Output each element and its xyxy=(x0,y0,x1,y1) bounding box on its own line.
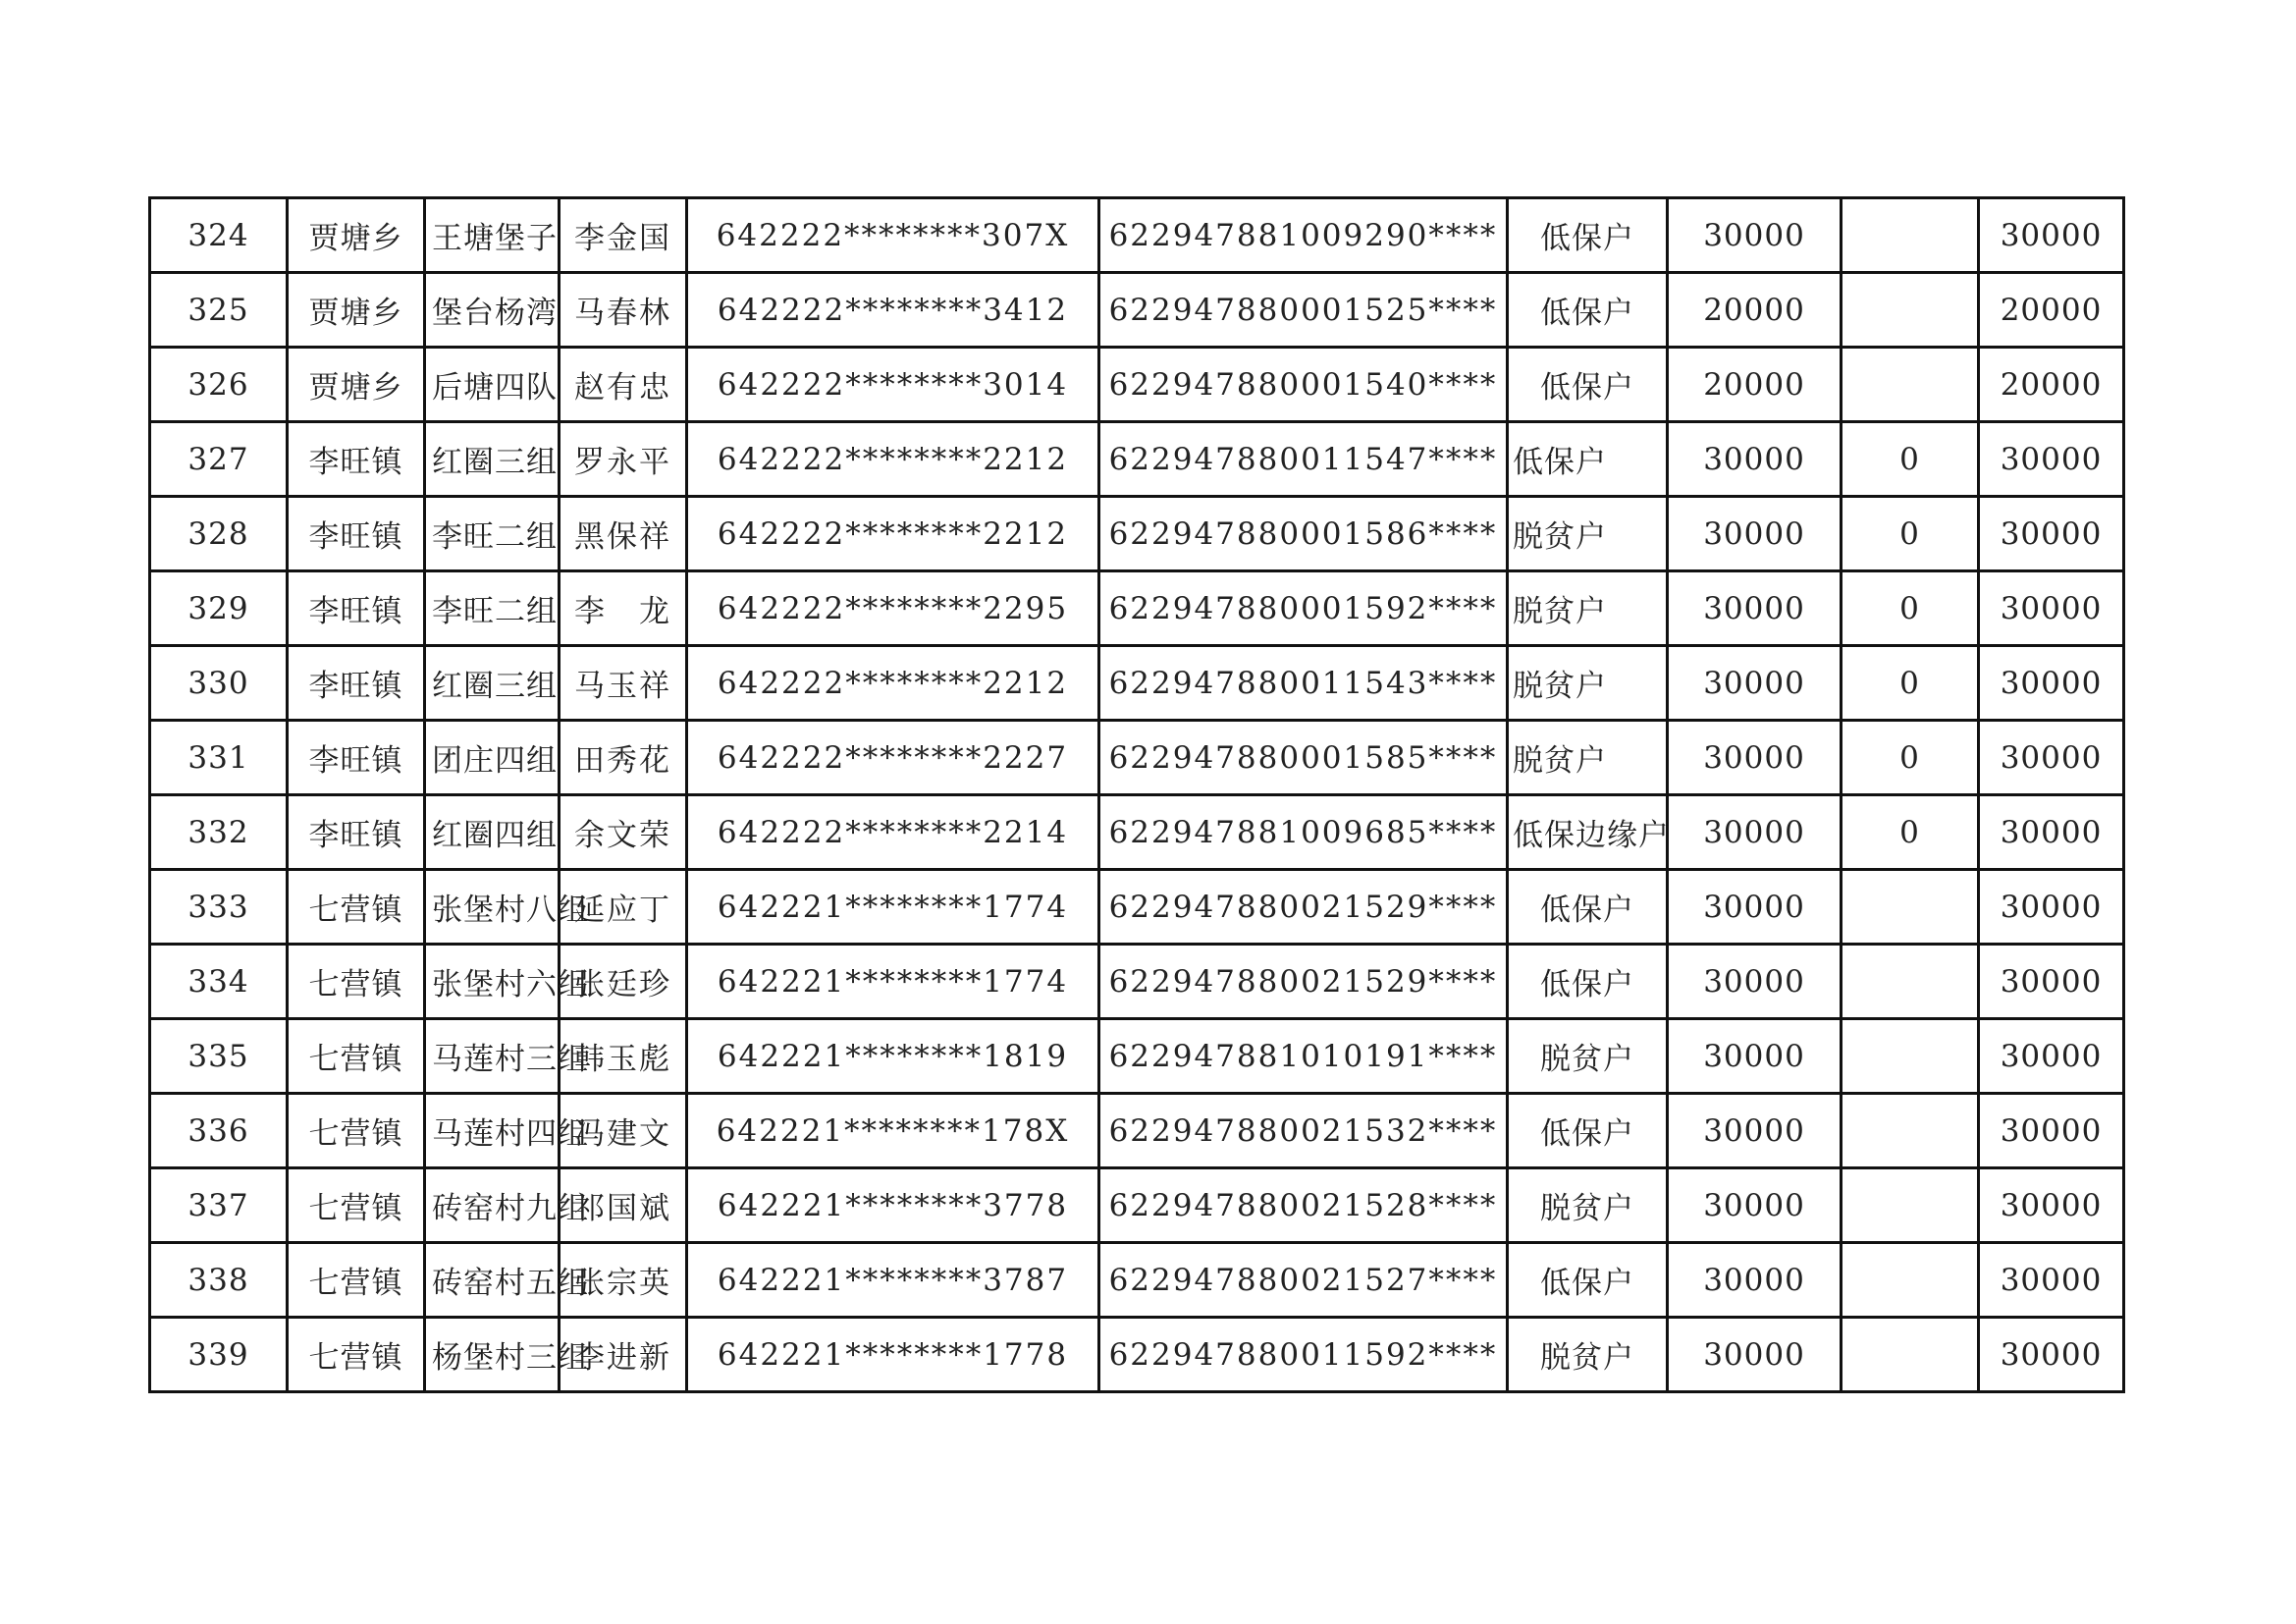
cell-serial-number: 329 xyxy=(150,571,288,646)
table-row xyxy=(150,1168,2124,1243)
cell-bank-account: 622947881009685**** xyxy=(1099,795,1508,870)
cell-loan-amount: 30000 xyxy=(1668,795,1842,870)
cell-person-name: 李进新 xyxy=(560,1318,687,1392)
cell-serial-number: 327 xyxy=(150,422,288,497)
cell-bank-account: 622947880021527**** xyxy=(1099,1243,1508,1318)
cell-loan-amount: 30000 xyxy=(1668,571,1842,646)
cell-total-amount: 30000 xyxy=(1979,646,2124,721)
cell-village-group: 马莲村三组 xyxy=(425,1019,560,1094)
cell-serial-number: 326 xyxy=(150,348,288,422)
cell-village-group: 张堡村八组 xyxy=(425,870,560,945)
cell-household-category: 脱贫户 xyxy=(1508,646,1668,721)
cell-person-name: 田秀花 xyxy=(560,721,687,795)
cell-id-number: 642221********3778 xyxy=(687,1168,1099,1243)
cell-id-number: 642221********1778 xyxy=(687,1318,1099,1392)
cell-total-amount: 30000 xyxy=(1979,945,2124,1019)
cell-township: 贾塘乡 xyxy=(288,348,425,422)
cell-loan-amount: 30000 xyxy=(1668,870,1842,945)
cell-person-name: 马玉祥 xyxy=(560,646,687,721)
cell-township: 七营镇 xyxy=(288,1019,425,1094)
cell-bank-account: 622947880001540**** xyxy=(1099,348,1508,422)
cell-person-name: 余文荣 xyxy=(560,795,687,870)
cell-household-category: 低保户 xyxy=(1508,1243,1668,1318)
cell-total-amount: 30000 xyxy=(1979,1094,2124,1168)
cell-village-group: 马莲村四组 xyxy=(425,1094,560,1168)
cell-household-category: 低保户 xyxy=(1508,273,1668,348)
cell-bank-account: 622947880001525**** xyxy=(1099,273,1508,348)
cell-serial-number: 332 xyxy=(150,795,288,870)
cell-bank-account: 622947881009290**** xyxy=(1099,198,1508,273)
cell-serial-number: 324 xyxy=(150,198,288,273)
cell-id-number: 642221********1774 xyxy=(687,870,1099,945)
cell-extra-amount: 0 xyxy=(1842,795,1979,870)
table-row xyxy=(150,870,2124,945)
cell-person-name: 黑保祥 xyxy=(560,497,687,571)
table-row xyxy=(150,348,2124,422)
cell-serial-number: 330 xyxy=(150,646,288,721)
cell-bank-account: 622947880011543**** xyxy=(1099,646,1508,721)
cell-person-name: 张宗英 xyxy=(560,1243,687,1318)
beneficiary-table xyxy=(148,196,2125,1393)
table-row xyxy=(150,945,2124,1019)
cell-household-category: 低保户 xyxy=(1508,348,1668,422)
cell-loan-amount: 30000 xyxy=(1668,646,1842,721)
cell-serial-number: 338 xyxy=(150,1243,288,1318)
cell-township: 七营镇 xyxy=(288,1094,425,1168)
cell-extra-amount xyxy=(1842,273,1979,348)
cell-person-name: 冯建文 xyxy=(560,1094,687,1168)
table-row xyxy=(150,1318,2124,1392)
cell-village-group: 红圈三组 xyxy=(425,646,560,721)
table-row xyxy=(150,1243,2124,1318)
cell-id-number: 642221********3787 xyxy=(687,1243,1099,1318)
cell-extra-amount: 0 xyxy=(1842,646,1979,721)
cell-loan-amount: 30000 xyxy=(1668,1094,1842,1168)
table-row xyxy=(150,571,2124,646)
cell-village-group: 砖窑村九组 xyxy=(425,1168,560,1243)
cell-bank-account: 622947880001592**** xyxy=(1099,571,1508,646)
cell-serial-number: 337 xyxy=(150,1168,288,1243)
cell-total-amount: 20000 xyxy=(1979,273,2124,348)
cell-person-name: 罗永平 xyxy=(560,422,687,497)
cell-household-category: 低保户 xyxy=(1508,945,1668,1019)
cell-bank-account: 622947880021529**** xyxy=(1099,870,1508,945)
table-row xyxy=(150,1094,2124,1168)
cell-township: 七营镇 xyxy=(288,1168,425,1243)
cell-id-number: 642222********2212 xyxy=(687,422,1099,497)
cell-township: 七营镇 xyxy=(288,945,425,1019)
cell-extra-amount: 0 xyxy=(1842,571,1979,646)
cell-id-number: 642222********307X xyxy=(687,198,1099,273)
cell-village-group: 王塘堡子 xyxy=(425,198,560,273)
cell-loan-amount: 30000 xyxy=(1668,422,1842,497)
cell-person-name: 李 龙 xyxy=(560,571,687,646)
cell-township: 七营镇 xyxy=(288,870,425,945)
cell-township: 李旺镇 xyxy=(288,571,425,646)
cell-loan-amount: 30000 xyxy=(1668,198,1842,273)
cell-extra-amount xyxy=(1842,1243,1979,1318)
cell-id-number: 642222********2295 xyxy=(687,571,1099,646)
cell-serial-number: 333 xyxy=(150,870,288,945)
cell-bank-account: 622947880001585**** xyxy=(1099,721,1508,795)
cell-township: 李旺镇 xyxy=(288,721,425,795)
cell-loan-amount: 20000 xyxy=(1668,348,1842,422)
cell-total-amount: 30000 xyxy=(1979,1243,2124,1318)
cell-village-group: 砖窑村五组 xyxy=(425,1243,560,1318)
cell-village-group: 张堡村六组 xyxy=(425,945,560,1019)
cell-total-amount: 30000 xyxy=(1979,422,2124,497)
cell-bank-account: 622947880011592**** xyxy=(1099,1318,1508,1392)
cell-total-amount: 30000 xyxy=(1979,721,2124,795)
cell-village-group: 后塘四队 xyxy=(425,348,560,422)
cell-id-number: 642221********178X xyxy=(687,1094,1099,1168)
cell-bank-account: 622947880021532**** xyxy=(1099,1094,1508,1168)
table-row xyxy=(150,721,2124,795)
cell-loan-amount: 30000 xyxy=(1668,1318,1842,1392)
cell-serial-number: 339 xyxy=(150,1318,288,1392)
cell-loan-amount: 30000 xyxy=(1668,497,1842,571)
cell-id-number: 642222********3412 xyxy=(687,273,1099,348)
cell-township: 贾塘乡 xyxy=(288,198,425,273)
cell-extra-amount xyxy=(1842,1318,1979,1392)
cell-household-category: 脱贫户 xyxy=(1508,497,1668,571)
cell-township: 李旺镇 xyxy=(288,646,425,721)
cell-total-amount: 30000 xyxy=(1979,1318,2124,1392)
table-row xyxy=(150,795,2124,870)
cell-loan-amount: 20000 xyxy=(1668,273,1842,348)
cell-serial-number: 325 xyxy=(150,273,288,348)
cell-person-name: 李金国 xyxy=(560,198,687,273)
cell-id-number: 642221********1819 xyxy=(687,1019,1099,1094)
cell-serial-number: 328 xyxy=(150,497,288,571)
cell-household-category: 脱贫户 xyxy=(1508,1318,1668,1392)
cell-township: 李旺镇 xyxy=(288,497,425,571)
cell-extra-amount xyxy=(1842,870,1979,945)
cell-extra-amount xyxy=(1842,1019,1979,1094)
cell-total-amount: 20000 xyxy=(1979,348,2124,422)
cell-id-number: 642222********2212 xyxy=(687,497,1099,571)
table-row xyxy=(150,1019,2124,1094)
cell-total-amount: 30000 xyxy=(1979,198,2124,273)
cell-id-number: 642222********2214 xyxy=(687,795,1099,870)
cell-village-group: 堡台杨湾 xyxy=(425,273,560,348)
cell-township: 贾塘乡 xyxy=(288,273,425,348)
cell-id-number: 642222********3014 xyxy=(687,348,1099,422)
cell-total-amount: 30000 xyxy=(1979,795,2124,870)
cell-extra-amount: 0 xyxy=(1842,721,1979,795)
cell-township: 李旺镇 xyxy=(288,422,425,497)
cell-bank-account: 622947880001586**** xyxy=(1099,497,1508,571)
table-row xyxy=(150,497,2124,571)
cell-household-category: 脱贫户 xyxy=(1508,1168,1668,1243)
cell-household-category: 低保户 xyxy=(1508,422,1668,497)
cell-extra-amount xyxy=(1842,1168,1979,1243)
cell-person-name: 韩玉彪 xyxy=(560,1019,687,1094)
cell-bank-account: 622947880021528**** xyxy=(1099,1168,1508,1243)
cell-loan-amount: 30000 xyxy=(1668,721,1842,795)
cell-person-name: 张廷珍 xyxy=(560,945,687,1019)
cell-id-number: 642222********2227 xyxy=(687,721,1099,795)
table-row xyxy=(150,198,2124,273)
cell-person-name: 赵有忠 xyxy=(560,348,687,422)
cell-village-group: 红圈三组 xyxy=(425,422,560,497)
cell-extra-amount xyxy=(1842,1094,1979,1168)
cell-loan-amount: 30000 xyxy=(1668,1168,1842,1243)
cell-bank-account: 622947880021529**** xyxy=(1099,945,1508,1019)
cell-household-category: 低保户 xyxy=(1508,198,1668,273)
cell-village-group: 红圈四组 xyxy=(425,795,560,870)
cell-loan-amount: 30000 xyxy=(1668,945,1842,1019)
cell-id-number: 642221********1774 xyxy=(687,945,1099,1019)
cell-village-group: 李旺二组 xyxy=(425,571,560,646)
table-row xyxy=(150,422,2124,497)
cell-person-name: 马春林 xyxy=(560,273,687,348)
cell-household-category: 脱贫户 xyxy=(1508,571,1668,646)
cell-extra-amount: 0 xyxy=(1842,497,1979,571)
cell-total-amount: 30000 xyxy=(1979,1168,2124,1243)
cell-township: 李旺镇 xyxy=(288,795,425,870)
cell-person-name: 祁国斌 xyxy=(560,1168,687,1243)
cell-serial-number: 334 xyxy=(150,945,288,1019)
table-row xyxy=(150,273,2124,348)
cell-loan-amount: 30000 xyxy=(1668,1243,1842,1318)
cell-loan-amount: 30000 xyxy=(1668,1019,1842,1094)
cell-extra-amount: 0 xyxy=(1842,422,1979,497)
cell-household-category: 低保户 xyxy=(1508,1094,1668,1168)
cell-id-number: 642222********2212 xyxy=(687,646,1099,721)
cell-person-name: 延应丁 xyxy=(560,870,687,945)
cell-village-group: 杨堡村三组 xyxy=(425,1318,560,1392)
cell-township: 七营镇 xyxy=(288,1243,425,1318)
cell-total-amount: 30000 xyxy=(1979,497,2124,571)
cell-extra-amount xyxy=(1842,348,1979,422)
table-body xyxy=(150,198,2124,1392)
table-row xyxy=(150,646,2124,721)
cell-total-amount: 30000 xyxy=(1979,1019,2124,1094)
cell-bank-account: 622947880011547**** xyxy=(1099,422,1508,497)
cell-extra-amount xyxy=(1842,198,1979,273)
cell-serial-number: 335 xyxy=(150,1019,288,1094)
cell-household-category: 低保边缘户 xyxy=(1508,795,1668,870)
cell-extra-amount xyxy=(1842,945,1979,1019)
cell-serial-number: 331 xyxy=(150,721,288,795)
cell-household-category: 脱贫户 xyxy=(1508,721,1668,795)
cell-serial-number: 336 xyxy=(150,1094,288,1168)
cell-total-amount: 30000 xyxy=(1979,571,2124,646)
cell-household-category: 脱贫户 xyxy=(1508,1019,1668,1094)
cell-total-amount: 30000 xyxy=(1979,870,2124,945)
cell-bank-account: 622947881010191**** xyxy=(1099,1019,1508,1094)
cell-village-group: 李旺二组 xyxy=(425,497,560,571)
cell-village-group: 团庄四组 xyxy=(425,721,560,795)
cell-township: 七营镇 xyxy=(288,1318,425,1392)
cell-household-category: 低保户 xyxy=(1508,870,1668,945)
